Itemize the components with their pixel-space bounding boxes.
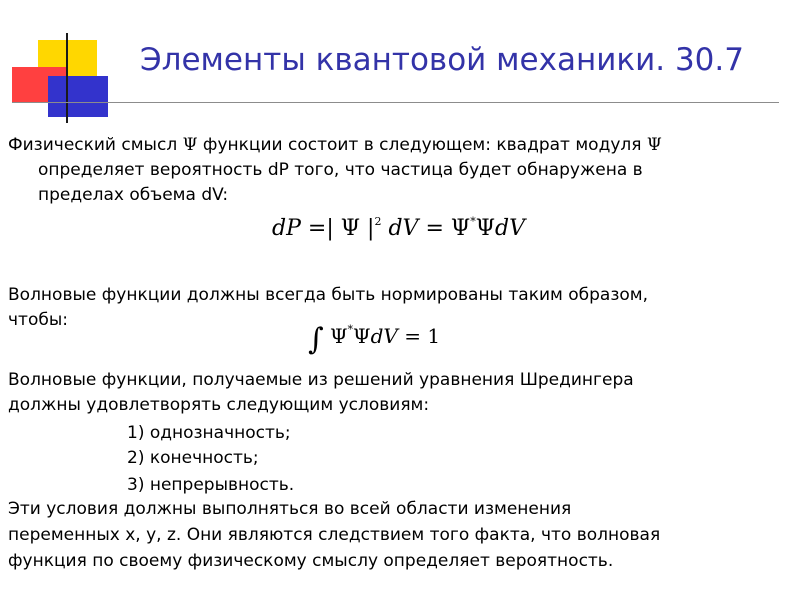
slide-title: Элементы квантовой механики. 30.7 bbox=[140, 42, 744, 78]
probability-formula bbox=[272, 216, 525, 241]
para1-line1 bbox=[8, 133, 662, 158]
title-divider bbox=[12, 102, 779, 103]
normalization-formula bbox=[308, 316, 441, 357]
para1-line2: определяет вероятность dP того, что частица будет обнаружена в bbox=[38, 160, 643, 180]
norm-dV: dV bbox=[370, 324, 398, 348]
formula-abs-open: | bbox=[326, 216, 334, 241]
formula-eq: = bbox=[307, 216, 327, 241]
para2-line2: чтобы: bbox=[8, 310, 68, 330]
condition-item: 2) конечность; bbox=[127, 448, 259, 468]
norm-psi: Ψ bbox=[353, 324, 371, 348]
para1-line3: пределах объема dV: bbox=[38, 185, 229, 205]
formula-eq2: = bbox=[425, 216, 444, 241]
formula-star: * bbox=[470, 214, 476, 228]
norm-eq: = bbox=[404, 324, 421, 348]
para2-line1: Волновые функции должны всегда быть нормированы таким образом, bbox=[8, 285, 649, 305]
decor-blue-square bbox=[48, 76, 108, 117]
para3-line1: Волновые функции, получаемые из решений уравнения Шредингера bbox=[8, 370, 634, 390]
condition-item: 1) однозначность; bbox=[127, 423, 291, 443]
psi-symbol: Ψ bbox=[646, 135, 662, 155]
formula-psi: Ψ bbox=[340, 216, 361, 241]
formula-psi2: Ψ bbox=[475, 216, 495, 241]
condition-item: 3) непрерывность. bbox=[127, 475, 295, 495]
formula-psi-star: Ψ bbox=[450, 216, 471, 241]
formula-abs-close: | bbox=[367, 216, 375, 241]
para3-line2: должны удовлетворять следующим условиям: bbox=[8, 395, 430, 415]
formula-dV2: dV bbox=[494, 216, 525, 241]
norm-star: * bbox=[347, 323, 354, 337]
integral-sign: ∫ bbox=[308, 322, 324, 357]
norm-psi-star: Ψ bbox=[330, 324, 348, 348]
para1-text-a: Физический смысл bbox=[8, 135, 183, 155]
para4-line1: Эти условия должны выполняться во всей области изменения bbox=[8, 499, 572, 519]
psi-symbol: Ψ bbox=[182, 135, 198, 155]
para1-text-b: функции состоит в следующем: квадрат модуля bbox=[197, 135, 647, 155]
norm-one: 1 bbox=[427, 324, 441, 348]
formula-dV: dV bbox=[388, 216, 419, 241]
formula-power: 2 bbox=[374, 214, 382, 228]
para4-line2: переменных x, y, z. Они являются следствием того факта, что волновая bbox=[8, 525, 661, 545]
decor-vertical-line bbox=[66, 33, 68, 123]
formula-dP: dP bbox=[272, 216, 301, 241]
para4-line3: функция по своему физическому смыслу определяет вероятность. bbox=[8, 551, 614, 571]
